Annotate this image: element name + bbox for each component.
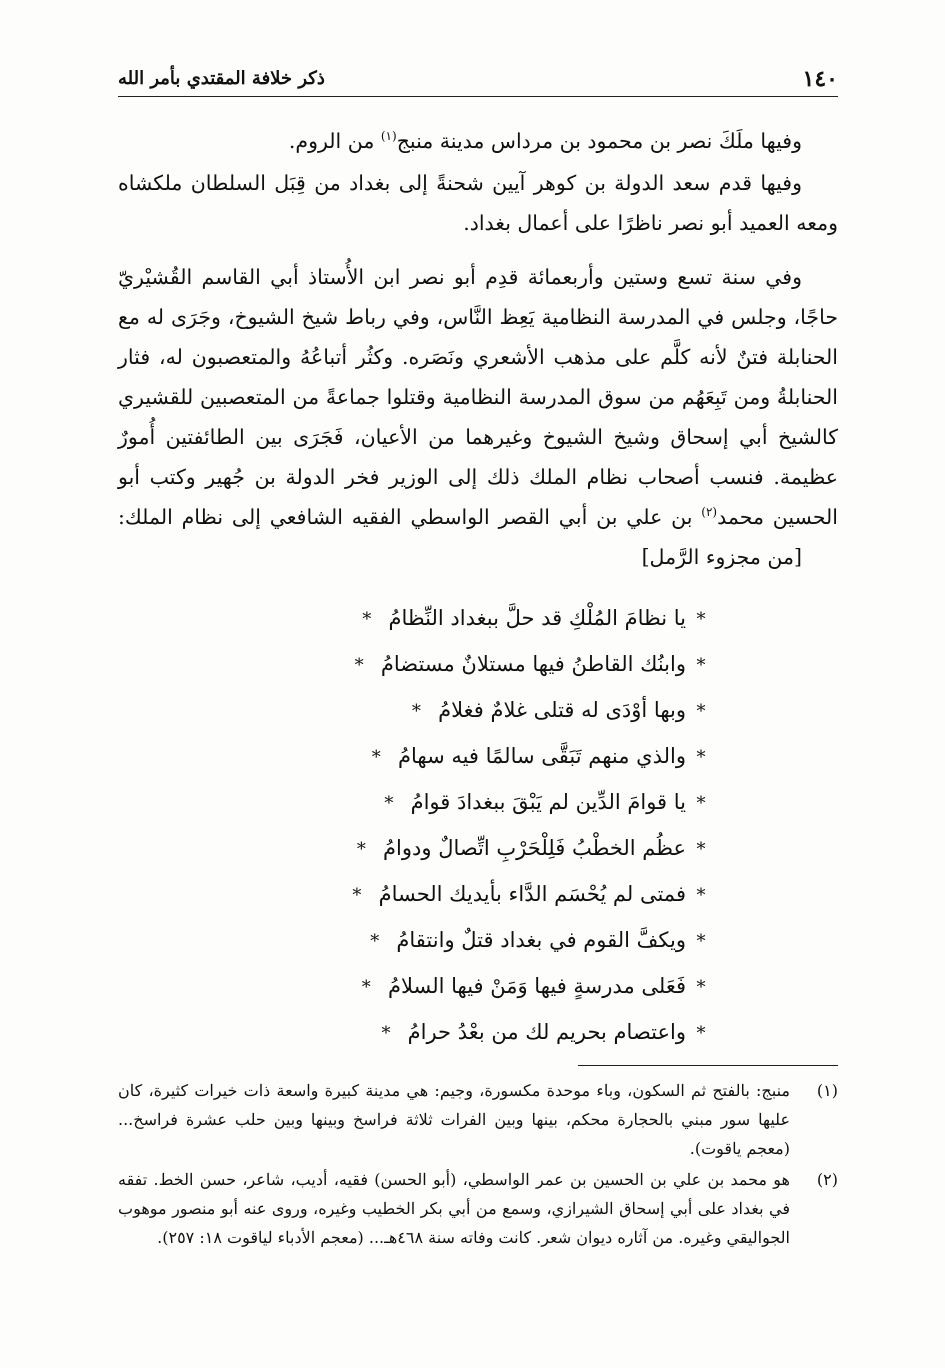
- page-header: [118, 62, 838, 97]
- verse-marker: *: [370, 931, 380, 952]
- poem-verse: [118, 641, 838, 687]
- verse-marker: *: [356, 839, 366, 860]
- verse-text: فمتى لم يُحْسَم الدَّاء بأيديك الحسامُ: [378, 882, 686, 906]
- verse-marker: *: [696, 1023, 706, 1044]
- paragraph-text: وفي سنة تسع وستين وأربعمائة قدِم أبو نصر ابن الأُستاذ أبي القاسم القُشيْريّ حاجًا، وجلس في المدرسة النظامية يَعِظ النَّاس، وفي رباط شيخ الشيوخ، وجَرَى له مع الحنابلة فتنٌ لأنه كلَّم على مذهب الأشعري ونَصَره. وكثُر أتباعُهُ والمتعصبون له، فثار الحنابلةُ ومن تَبِعَهُم من سوق المدرسة النظامية وقتلوا جماعةً من المتعصبين للقشيري كالشيخ أبي إسحاق وشيخ الشيوخ وغيرهما من الأعيان، فَجَرَى بين الطائفتين أُمورٌ عظيمة. فنسب أصحاب نظام الملك ذلك إلى الوزير فخر الدولة بن جُهير وكتب أبو الحسين محمد: [118, 265, 838, 529]
- verse-marker: *: [411, 701, 421, 722]
- footnote-number: (٢): [816, 1170, 838, 1189]
- verse-marker: *: [371, 747, 381, 768]
- verse-marker: *: [362, 609, 372, 630]
- paragraph-text: وفيها ملَكَ نصر بن محمود بن مرداس مدينة منبج: [396, 129, 802, 153]
- verse-text: عظُم الخطْبُ فَلِلْحَرْبِ اتِّصالٌ ودوامُ: [383, 836, 686, 860]
- paragraph-2: وفيها قدم سعد الدولة بن كوهر آيين شحنةً إلى بغداد من قِبَل السلطان ملكشاه ومعه العميد أبو نصر ناظرًا على أعمال بغداد.: [118, 171, 838, 235]
- verse-marker: *: [696, 977, 706, 998]
- paragraph-text: من الروم.: [288, 129, 381, 153]
- verse-marker: *: [696, 609, 706, 630]
- poem-meter: [من مجزوء الرَّمل]: [641, 545, 802, 569]
- footnote-ref-1[interactable]: (١): [380, 129, 397, 144]
- footnote-1: [118, 1076, 838, 1163]
- verse-text: ويكفَّ القوم في بغداد قتلٌ وانتقامُ: [396, 928, 686, 952]
- footnote-2: [118, 1165, 838, 1252]
- verse-marker: *: [696, 655, 706, 676]
- main-text: [118, 121, 838, 577]
- poem-verse: [118, 825, 838, 871]
- verse-marker: *: [354, 655, 364, 676]
- poem: [118, 595, 838, 1055]
- running-title: ذكر خلافة المقتدي بأمر الله: [118, 68, 325, 89]
- verse-marker: *: [361, 977, 371, 998]
- book-page: [118, 62, 838, 1254]
- poem-verse: [118, 871, 838, 917]
- verse-text: يا نظامَ المُلْكِ قد حلَّ ببغداد النِّظامُ: [388, 606, 686, 630]
- verse-marker: *: [696, 885, 706, 906]
- footnote-text: منبج: بالفتح ثم السكون، وباء موحدة مكسورة، وجيم: هي مدينة كبيرة واسعة ذات خيرات كثيرة، كان عليها سور مبني بالحجارة محكم، بينها وبين الفرات ثلاثة فراسخ وبينها وبين حلب عشرة فراسخ... (معجم ياقوت).: [118, 1081, 790, 1158]
- paragraph-3: [118, 257, 838, 577]
- poem-verse: [118, 687, 838, 733]
- verse-marker: *: [696, 793, 706, 814]
- verse-text: فَعَلى مدرسةٍ فيها وَمَنْ فيها السلامُ: [387, 974, 686, 998]
- footnote-text: هو محمد بن علي بن الحسين بن عمر الواسطي، (أبو الحسن) فقيه، أديب، شاعر، حسن الخط. تفقه في بغداد على أبي إسحاق الشيرازي، وسمع من أبي بكر الخطيب وغيره، وروى عنه أبو منصور موهوب الجواليقي وغيره. من آثاره ديوان شعر. كانت وفاته سنة ٤٦٨هـ... (معجم الأدباء لياقوت ١٨: ٢٥٧).: [118, 1170, 790, 1247]
- footnotes: [118, 1076, 838, 1252]
- poem-verse: [118, 917, 838, 963]
- verse-text: واعتصام بحريم لك من بعْدُ حرامُ: [407, 1020, 686, 1044]
- verse-text: وابنُك القاطنُ فيها مستلانٌ مستضامُ: [380, 652, 686, 676]
- paragraph-1: [118, 121, 838, 161]
- verse-marker: *: [696, 701, 706, 722]
- verse-text: وبها أوْدَى له قتلى غلامٌ فغلامُ: [438, 698, 686, 722]
- footnote-number: (١): [816, 1081, 838, 1100]
- verse-text: والذي منهم تَبَقَّى سالمًا فيه سهامُ: [397, 744, 686, 768]
- verse-marker: *: [381, 1023, 391, 1044]
- verse-text: يا قوامَ الدِّين لم يَبْقَ ببغدادَ قوامُ: [410, 790, 686, 814]
- footnote-ref-2[interactable]: (٢): [701, 505, 718, 520]
- paragraph-text: بن علي بن أبي القصر الواسطي الفقيه الشافعي إلى نظام الملك:: [118, 505, 702, 529]
- verse-marker: *: [696, 839, 706, 860]
- poem-verse: [118, 595, 838, 641]
- footnote-divider: [578, 1065, 838, 1066]
- poem-verse: [118, 1009, 838, 1055]
- page-number: ١٤٠: [802, 66, 838, 92]
- verse-marker: *: [384, 793, 394, 814]
- poem-verse: [118, 963, 838, 1009]
- poem-verse: [118, 779, 838, 825]
- poem-verse: [118, 733, 838, 779]
- verse-marker: *: [696, 747, 706, 768]
- verse-marker: *: [696, 931, 706, 952]
- verse-marker: *: [352, 885, 362, 906]
